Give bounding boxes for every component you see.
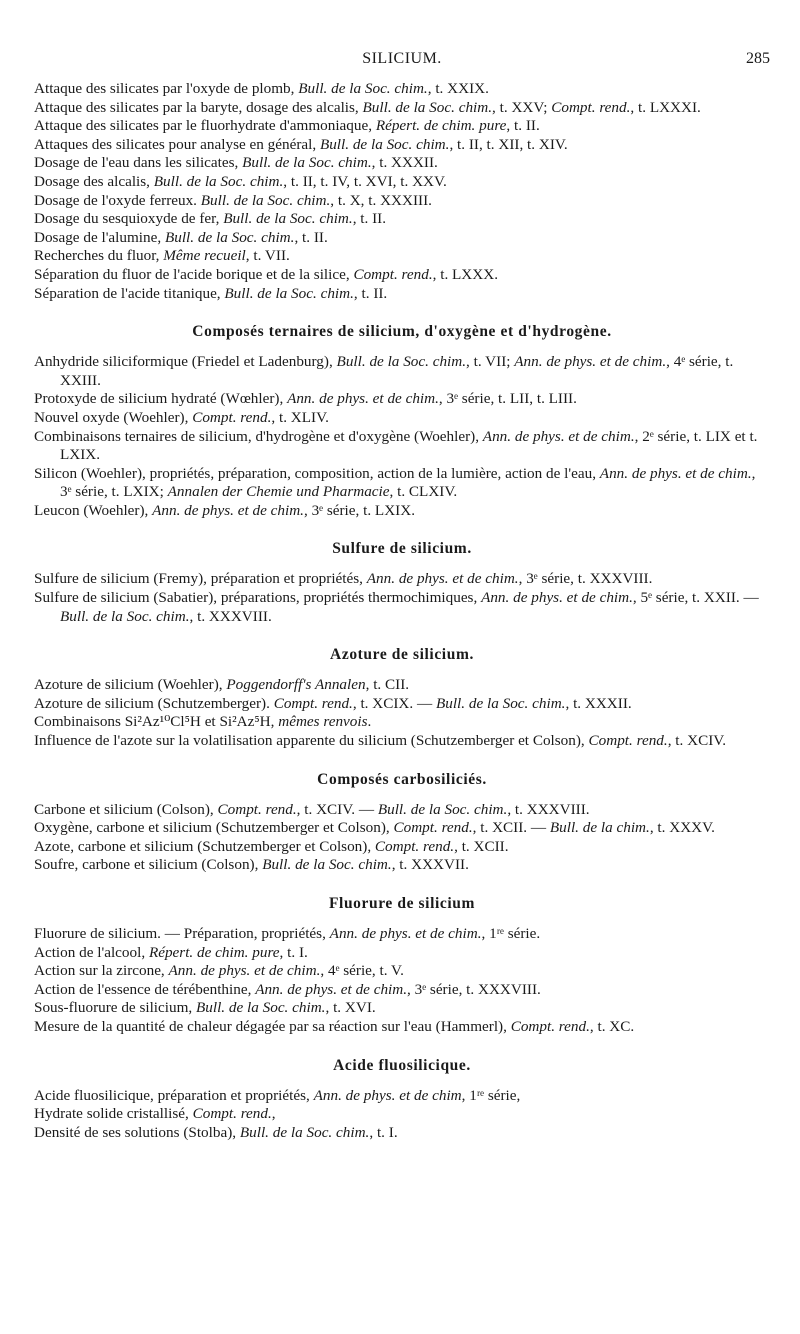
citation-source: Bull. de la Soc. chim. — [224, 284, 354, 302]
entry-text: , t. XXXVIII. — [507, 800, 590, 818]
entry-text: Azoture de silicium (Woehler), — [34, 676, 227, 694]
citation-source: Bull. de la Soc. chim. — [164, 228, 295, 246]
running-title: SILICIUM. — [362, 50, 442, 67]
entry-text: , t. XXIX. — [427, 80, 489, 97]
entry-text: . — [367, 713, 372, 731]
entry-text: , t. XXXVII. — [391, 856, 469, 874]
reference-entry — [34, 154, 770, 173]
entry-text: Protoxyde de silicium hydraté (Wœhler), — [34, 390, 288, 408]
entry-text: , t. XLIV. — [271, 408, 329, 426]
reference-entry — [34, 136, 770, 155]
entry-text: Acide fluosilicique, préparation et propriétés, — [34, 1086, 314, 1104]
reference-entry — [34, 192, 770, 211]
entry-text: , t. XCII. — [454, 837, 509, 855]
section-title: Fluorure de silicium — [328, 895, 476, 912]
reference-entry — [34, 285, 770, 304]
citation-source: Ann. de phys. et de chim. — [366, 570, 519, 588]
entry-text: Silicon (Woehler), propriétés, préparation, composition, action de la lumière, action de l'eau, — [34, 464, 600, 482]
citation-source: Bull. de la Soc. chim. — [435, 694, 566, 712]
entry-text: , t. I. — [369, 1123, 398, 1141]
entry-text: Dosage des alcalis, — [34, 172, 154, 190]
entry-text: , 3ᵉ série, t. XXXVIII. — [407, 980, 541, 998]
entry-text: Attaques des silicates pour analyse en général, — [34, 135, 320, 153]
entry-text: Combinaisons ternaires de silicium, d'hydrogène et d'oxygène (Woehler), — [34, 427, 483, 445]
entry-text: Action de l'essence de térébenthine, — [34, 980, 256, 998]
citation-source: Bull. de la Soc. chim. — [242, 154, 372, 172]
citation-source: Compt. rend. — [551, 98, 631, 116]
reference-entry — [34, 570, 770, 589]
reference-entry — [34, 173, 770, 192]
entry-text: , 3ᵉ série, t. LXIX; — [60, 464, 756, 501]
entry-text: , t. XVI. — [325, 999, 376, 1017]
citation-source: Répert. de chim. pure — [148, 943, 280, 961]
entry-text: , 4ᵉ série, t. V. — [320, 962, 404, 980]
reference-entry — [34, 353, 770, 390]
citation-source: Bull. de la Soc. chim. — [60, 607, 190, 625]
citation-source: Bull. de la Soc. chim. — [153, 172, 284, 190]
entry-text: , t. XCIV. — — [296, 800, 378, 818]
citation-source: Compt. rend. — [217, 800, 297, 818]
entry-text: Combinaisons Si²Az¹⁰Cl⁵H et Si²Az⁵H, — [34, 713, 279, 731]
running-head — [34, 50, 770, 80]
entry-text: , t. II. — [353, 284, 388, 302]
entry-text: Densité de ses solutions (Stolba), — [34, 1123, 240, 1141]
entry-text: , t. XXXII. — [565, 694, 632, 712]
reference-entry — [34, 856, 770, 875]
citation-source: Poggendorff's Annalen — [226, 676, 366, 694]
citation-source: Bull. de la Soc. chim. — [223, 210, 353, 228]
citation-source: Bull. de la Soc. chim. — [319, 135, 450, 153]
entry-text: , 3ᵉ série, t. LII, t. LIII. — [438, 390, 577, 408]
entry-text: , t. II. — [506, 117, 540, 135]
entry-text: Mesure de la quantité de chaleur dégagée par sa réaction sur l'eau (Hammerl), — [34, 1017, 511, 1035]
entry-text: Hydrate solide cristallisé, — [34, 1105, 193, 1123]
citation-source: mêmes renvois — [278, 713, 368, 731]
entry-text: , 2ᵉ série, t. LIX et t. LXIX. — [60, 427, 758, 464]
entry-text: Dosage du sesquioxyde de fer, — [34, 210, 224, 228]
document-body — [34, 80, 770, 1142]
entry-text: Attaque des silicates par la baryte, dosage des alcalis, — [34, 98, 363, 116]
entry-text: Dosage de l'alumine, — [34, 228, 165, 246]
section — [34, 771, 770, 875]
citation-source: Bull. de la Soc. chim. — [362, 98, 493, 116]
entry-text: Recherches du fluor, — [34, 247, 164, 265]
entry-text: Séparation du fluor de l'acide borique et de la silice, — [34, 265, 354, 283]
citation-source: Ann. de phys. et de chim. — [329, 925, 482, 942]
entry-text: Dosage de l'oxyde ferreux. — [34, 191, 201, 209]
entry-text: , t. XCIX. — — [352, 694, 436, 712]
citation-source: Compt. rend. — [510, 1017, 590, 1035]
reference-entry — [34, 962, 770, 981]
section — [34, 323, 770, 520]
entry-text: , t. CII. — [365, 676, 410, 694]
entry-text: Fluorure de silicium. — Préparation, propriétés, — [34, 925, 330, 942]
citation-source: Compt. rend. — [374, 837, 455, 855]
entry-text: , 5ᵉ série, t. XXII. — — [632, 589, 759, 607]
entry-text: Séparation de l'acide titanique, — [34, 284, 225, 302]
entry-text: Influence de l'azote sur la volatilisation apparente du silicium (Schutzemberger et Colson), — [34, 732, 589, 750]
reference-entry — [34, 1124, 770, 1143]
reference-entry — [34, 428, 770, 465]
citation-source: Bull. de la Soc. chim. — [195, 999, 326, 1017]
entry-text: , t. XC. — [589, 1017, 635, 1035]
entry-text: Sulfure de silicium (Fremy), préparation et propriétés, — [34, 570, 367, 588]
section — [34, 80, 770, 303]
citation-source: Ann. de phys. et de chim. — [152, 501, 304, 519]
entry-text: Sous-fluorure de silicium, — [34, 999, 196, 1017]
entry-text: , t. II. — [352, 210, 387, 228]
reference-entry — [34, 732, 770, 751]
citation-source: Compt. rend. — [192, 1105, 272, 1123]
citation-source: Annalen der Chemie und Pharmacie — [167, 483, 390, 501]
citation-source: Ann. de phys. et de chim. — [482, 427, 635, 445]
entry-text: , t. II, t. IV, t. XVI, t. XXV. — [283, 172, 447, 190]
reference-entry — [34, 465, 770, 502]
section-title: Composés ternaires de silicium, d'oxygène et d'hydrogène. — [192, 323, 612, 341]
reference-entry — [34, 229, 770, 248]
entry-text: , 3ᵉ série, t. XXXVIII. — [518, 570, 653, 588]
section-title: Sulfure de silicium. — [332, 540, 472, 558]
citation-source: Compt. rend. — [273, 694, 353, 712]
entry-text: Azoture de silicium (Schutzemberger). — [34, 694, 274, 712]
section-title: Azoture de silicium. — [330, 646, 474, 664]
citation-source: Compt. rend. — [192, 408, 272, 426]
entry-text: Action sur la zircone, — [34, 962, 169, 980]
citation-source: Ann. de phys. et de chim. — [599, 464, 752, 482]
entry-text: , t. II, t. XII, t. XIV. — [449, 135, 568, 153]
reference-entry — [34, 266, 770, 285]
reference-entry — [34, 80, 770, 99]
entry-text: , t. LXXXI. — [630, 98, 701, 116]
entry-text: , 3ᵉ série, t. LXIX. — [303, 501, 415, 519]
section-title: Acide fluosilicique. — [333, 1056, 471, 1074]
entry-text: , t. XCIV. — [667, 732, 727, 750]
entry-text: Dosage de l'eau dans les silicates, — [34, 154, 243, 172]
entry-text: , t. X, t. XXXIII. — [330, 191, 432, 209]
reference-entry — [34, 247, 770, 266]
reference-entry — [34, 99, 770, 118]
entry-text: , t. XCII. — — [472, 819, 550, 837]
entry-text: , t. I. — [279, 943, 308, 961]
reference-entry — [34, 1087, 770, 1106]
citation-source: Bull. de la Soc. chim. — [239, 1123, 370, 1141]
citation-source: Bull. de la Soc. chim. — [262, 856, 392, 874]
entry-text: , t. VII. — [245, 247, 290, 265]
reference-entry — [34, 502, 770, 521]
entry-text: , t. II. — [294, 228, 328, 246]
reference-entry — [34, 390, 770, 409]
citation-source: Bull. de la Soc. chim. — [336, 353, 467, 371]
entry-text: , t. XXXVIII. — [189, 607, 272, 625]
entry-text: , t. LXXX. — [432, 265, 499, 283]
citation-source: Ann. de phys. et de chim. — [255, 980, 408, 998]
entry-text: , 1ʳᵉ série, — [461, 1086, 521, 1104]
citation-source: Bull. de la chim. — [549, 819, 650, 837]
reference-entry — [34, 925, 770, 944]
section — [34, 540, 770, 626]
entry-text: Soufre, carbone et silicium (Colson), — [34, 856, 263, 874]
reference-entry — [34, 210, 770, 229]
reference-entry — [34, 999, 770, 1018]
entry-text: Oxygène, carbone et silicium (Schutzemberger et Colson), — [34, 819, 394, 837]
citation-source: Bull. de la Soc. chim. — [298, 80, 428, 97]
citation-source: Bull. de la Soc. chim. — [200, 191, 331, 209]
section — [34, 895, 770, 1037]
reference-entry — [34, 1105, 770, 1124]
section-title: Composés carbosiliciés. — [317, 770, 487, 788]
entry-text: , — [271, 1105, 276, 1123]
reference-entry — [34, 1018, 770, 1037]
citation-source: Bull. de la Soc. chim. — [377, 800, 508, 818]
citation-source: Même recueil — [163, 247, 246, 265]
citation-source: Compt. rend. — [588, 732, 668, 750]
reference-entry — [34, 838, 770, 857]
reference-entry — [34, 676, 770, 695]
citation-source: Ann. de phys. et de chim. — [481, 589, 633, 607]
entry-text: Leucon (Woehler), — [34, 501, 153, 519]
entry-text: , t. VII; — [466, 353, 515, 371]
citation-source: Compt. rend. — [393, 819, 473, 837]
reference-entry — [34, 819, 770, 838]
citation-source: Ann. de phys. et de chim. — [514, 353, 667, 371]
entry-text: Sulfure de silicium (Sabatier), préparations, propriétés thermochimiques, — [34, 589, 482, 607]
entry-text: Azote, carbone et silicium (Schutzemberger et Colson), — [34, 837, 375, 855]
citation-source: Ann. de phys. et de chim. — [287, 390, 439, 408]
page-number: 285 — [746, 50, 770, 67]
reference-entry — [34, 801, 770, 820]
entry-text: , t. XXV; — [492, 98, 552, 116]
entry-text: , t. XXXII. — [371, 154, 438, 172]
entry-text: Action de l'alcool, — [34, 943, 149, 961]
entry-text: Attaque des silicates par le fluorhydrate d'ammoniaque, — [34, 117, 376, 135]
reference-entry — [34, 695, 770, 714]
reference-entry — [34, 589, 770, 626]
entry-text: Nouvel oxyde (Woehler), — [34, 408, 193, 426]
reference-entry — [34, 981, 770, 1000]
entry-text: , t. XXXV. — [649, 819, 715, 837]
entry-text: , 4ᵉ série, t. XXIII. — [60, 353, 734, 389]
entry-text: , 1ʳᵉ série. — [481, 925, 541, 942]
section — [34, 1057, 770, 1143]
reference-entry — [34, 409, 770, 428]
entry-text: , t. CLXIV. — [389, 483, 458, 501]
reference-entry — [34, 944, 770, 963]
citation-source: Ann. de phys. et de chim — [313, 1086, 462, 1104]
entry-text: Carbone et silicium (Colson), — [34, 800, 218, 818]
citation-source: Compt. rend. — [353, 265, 433, 283]
entry-text: Attaque des silicates par l'oxyde de plomb, — [34, 80, 299, 97]
reference-entry — [34, 713, 770, 732]
reference-entry — [34, 117, 770, 136]
entry-text: Anhydride siliciformique (Friedel et Ladenburg), — [34, 353, 337, 371]
citation-source: Ann. de phys. et de chim. — [168, 962, 321, 980]
citation-source: Répert. de chim. pure — [375, 117, 507, 135]
section — [34, 646, 770, 750]
